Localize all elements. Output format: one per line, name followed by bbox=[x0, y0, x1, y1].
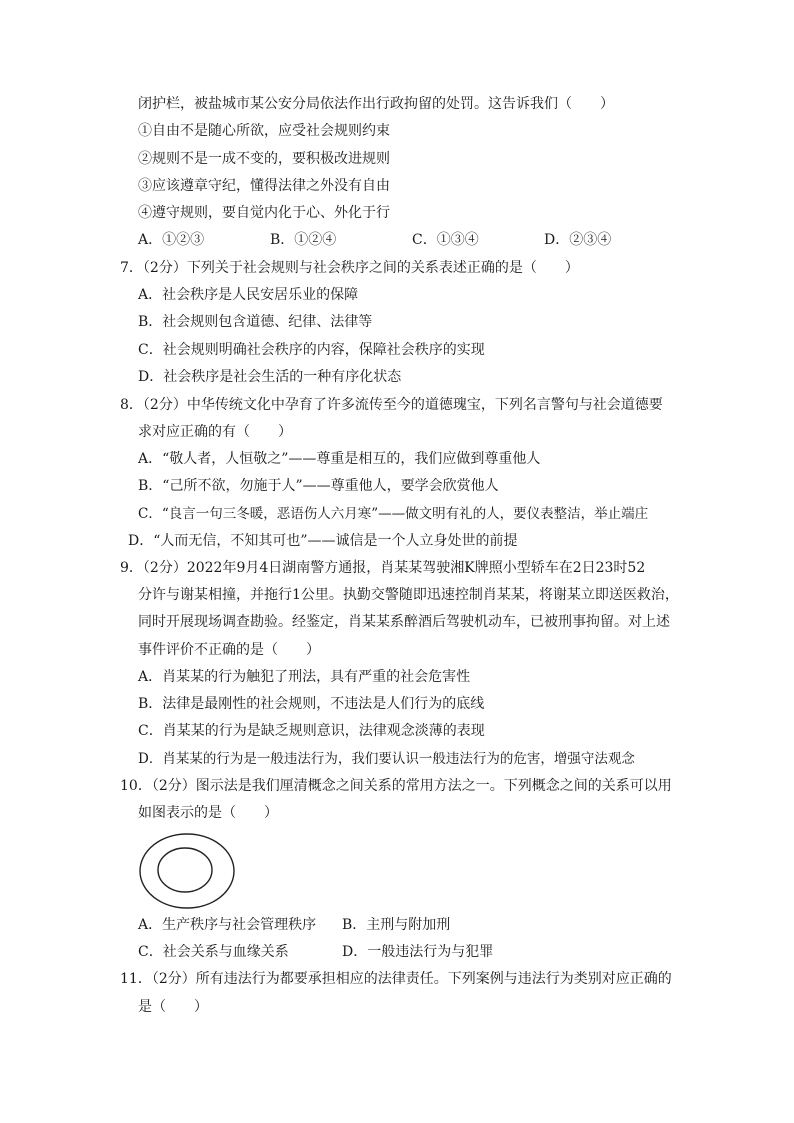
q7-option-b: B．社会规则包含道德、纪律、法律等 bbox=[138, 314, 373, 330]
q8-stem-line-2: 求对应正确的有（ ） bbox=[138, 424, 292, 440]
q6-option-b: B．①②④ bbox=[270, 232, 337, 248]
q8-option-b: B．“己所不欲，勿施于人”——尊重他人，要学会欣赏他人 bbox=[138, 478, 499, 494]
q6-item-2: ②规则不是一成不变的，要积极改进规则 bbox=[138, 151, 390, 167]
q6-item-3: ③应该遵章守纪，懂得法律之外没有自由 bbox=[138, 178, 390, 194]
q7-option-d: D．社会秩序是社会生活的一种有序化状态 bbox=[138, 369, 402, 385]
q9-option-b: B．法律是最刚性的社会规则，不违法是人们行为的底线 bbox=[138, 696, 485, 712]
q9-stem-line-2: 分许与谢某相撞，并拖行1公里。执勤交警随即迅速控制肖某某，将谢某立即送医救治， bbox=[138, 587, 679, 603]
q7-stem: 7．（2分）下列关于社会规则与社会秩序之间的关系表述正确的是（ ） bbox=[120, 260, 579, 276]
q9-option-a: A．肖某某的行为触犯了刑法，具有严重的社会危害性 bbox=[138, 669, 471, 685]
nested-ellipses-diagram bbox=[138, 832, 236, 910]
outer-ellipse bbox=[140, 834, 234, 908]
q10-stem-line-1: 10．（2分）图示法是我们厘清概念之间关系的常用方法之一。下列概念之间的关系可以用 bbox=[120, 778, 672, 794]
q7-option-c: C．社会规则明确社会秩序的内容，保障社会秩序的实现 bbox=[138, 342, 485, 358]
q6-item-4: ④遵守规则，要自觉内化于心、外化于行 bbox=[138, 205, 390, 221]
q6-option-a: A．①②③ bbox=[138, 232, 205, 248]
q6-stem-continuation: 闭护栏，被盐城市某公安分局依法作出行政拘留的处罚。这告诉我们（ ） bbox=[138, 96, 614, 112]
q10-option-b: B．主刑与附加刑 bbox=[342, 917, 451, 933]
q6-option-d: D．②③④ bbox=[544, 232, 612, 248]
q8-option-a: A．“敬人者，人恒敬之”——尊重是相互的，我们应做到尊重他人 bbox=[138, 451, 541, 467]
q8-option-d: D．“人而无信，不知其可也”——诚信是一个人立身处世的前提 bbox=[128, 533, 518, 549]
inner-ellipse bbox=[158, 848, 212, 892]
q9-stem-line-1: 9．（2分）2022年9月4日湖南警方通报，肖某某驾驶湘K牌照小型轿车在2日23时52 bbox=[120, 560, 646, 576]
q6-option-c: C．①③④ bbox=[412, 232, 479, 248]
q7-option-a: A．社会秩序是人民安居乐业的保障 bbox=[138, 287, 359, 303]
q9-stem-line-4: 事件评价不正确的是（ ） bbox=[138, 642, 320, 658]
q9-option-c: C．肖某某的行为是缺乏规则意识，法律观念淡薄的表现 bbox=[138, 723, 485, 739]
q9-stem-line-3: 同时开展现场调查勘验。经鉴定，肖某某系醉酒后驾驶机动车，已被刑事拘留。对上述 bbox=[138, 614, 670, 630]
q10-option-c: C．社会关系与血缘关系 bbox=[138, 944, 289, 960]
q9-option-d: D．肖某某的行为是一般违法行为，我们要认识一般违法行为的危害，增强守法观念 bbox=[138, 751, 635, 767]
q6-item-1: ①自由不是随心所欲，应受社会规则约束 bbox=[138, 123, 390, 139]
q10-option-d: D．一般违法行为与犯罪 bbox=[342, 944, 494, 960]
q11-stem-line-2: 是（ ） bbox=[138, 999, 208, 1015]
q8-stem-line-1: 8．（2分）中华传统文化中孕育了许多流传至今的道德瑰宝，下列名言警句与社会道德要 bbox=[120, 397, 663, 413]
q10-option-a: A．生产秩序与社会管理秩序 bbox=[138, 917, 317, 933]
q10-stem-line-2: 如图表示的是（ ） bbox=[138, 805, 278, 821]
q11-stem-line-1: 11．（2分）所有违法行为都要承担相应的法律责任。下列案例与违法行为类别对应正确的 bbox=[120, 971, 672, 987]
q8-option-c: C．“良言一句三冬暖，恶语伤人六月寒”——做文明有礼的人，要仪表整洁，举止端庄 bbox=[138, 506, 649, 522]
